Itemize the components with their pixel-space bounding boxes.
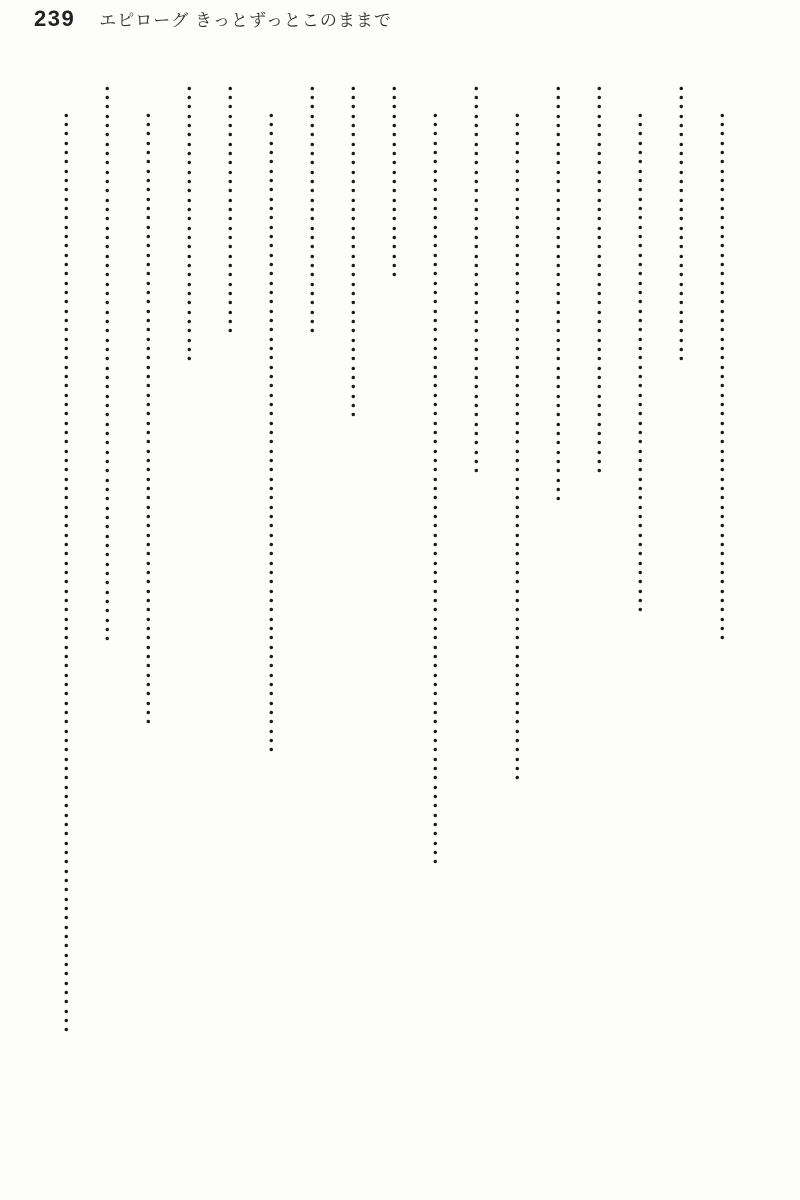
text-column: ………………… — [386, 84, 417, 280]
text-column: ……………………………………… — [550, 84, 581, 504]
text-column: ………………………………………………………… — [140, 111, 171, 727]
text-column: ……………………………………………………………… — [509, 111, 540, 783]
text-column: …………………………………………………………… — [263, 111, 294, 755]
page-number: 239 — [34, 6, 76, 31]
text-column: ……………………………………………………………………… — [427, 111, 458, 867]
running-header — [34, 6, 392, 32]
chapter-title: エピローグ きっとずっとこのままで — [99, 11, 392, 30]
text-column: …………………………………… — [468, 84, 499, 476]
text-column: ……………………… — [304, 84, 335, 336]
text-column: ………………………………………………… — [714, 111, 745, 643]
text-column: …………………………………………………… — [99, 84, 130, 644]
text-column: ……………………………………………………………………………………… — [58, 111, 89, 1035]
text-column: ……………………… — [222, 84, 253, 336]
text-column: ……………………………… — [345, 84, 376, 420]
text-column: ………………………… — [673, 84, 704, 364]
redacted-vertical-text-block — [53, 84, 750, 1180]
text-column: ………………………… — [181, 84, 212, 364]
text-column: ……………………………………………… — [632, 111, 663, 615]
text-column: …………………………………… — [591, 84, 622, 476]
